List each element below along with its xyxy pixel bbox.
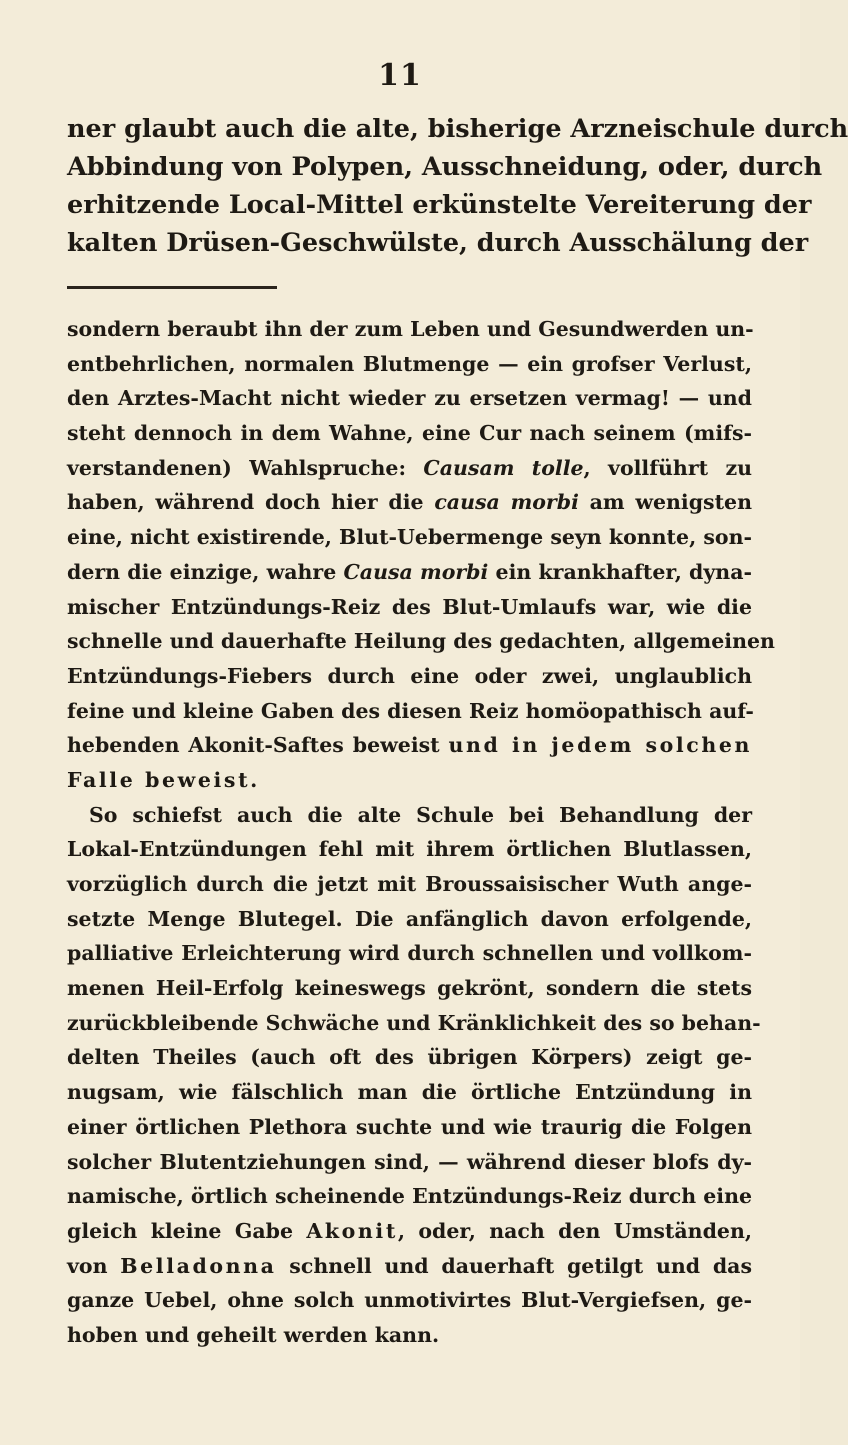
footnote-line: delten Theiles (auch oft des übrigen Körpers) zeigt ge- <box>67 1045 752 1070</box>
footnote-line: palliative Erleichterung wird durch schnellen und vollkom- <box>67 941 752 966</box>
text-line: ner glaubt auch die alte, bisherige Arzneischule durch <box>67 114 848 144</box>
footnote-line <box>67 1214 752 1249</box>
footnote-line: schnelle und dauerhafte Heilung des gedachten, allgemeinen <box>67 629 775 654</box>
spaced-emphasis: Akonit <box>306 1218 398 1243</box>
footnote-line: entbehrlichen, normalen Blutmenge — ein grofser Verlust, <box>67 351 752 376</box>
footnote-text-run: ein krankhafter, dyna- <box>488 559 752 584</box>
footnote-line: Entzündungs-Fiebers durch eine oder zwei, unglaublich <box>67 663 752 688</box>
footnote-text-run: verstandenen) Wahlspruche: <box>67 455 424 480</box>
text-line: kalten Drüsen-Geschwülste, durch Ausschälung der <box>67 228 809 258</box>
footnote-line <box>67 763 752 798</box>
footnote-line: ganze Uebel, ohne solch unmotivirtes Blut-Vergiefsen, ge- <box>67 1288 752 1313</box>
footnote-line: sondern beraubt ihn der zum Leben und Gesundwerden un- <box>67 317 754 341</box>
latin-phrase: Causam tolle <box>423 455 584 480</box>
footnote-line: steht dennoch in dem Wahne, eine Cur nach seinem (mifs- <box>67 421 752 446</box>
footnote-text-run: , oder, nach den Umständen, <box>397 1218 752 1243</box>
footnote-line: feine und kleine Gaben des diesen Reiz homöopathisch auf- <box>67 698 754 723</box>
footnote-line: menen Heil-Erfolg keineswegs gekrönt, sondern die stets <box>67 976 752 1001</box>
footnote-text-run: haben, während doch hier die <box>67 490 435 515</box>
footnote-line <box>67 451 752 486</box>
footnote-line <box>67 728 752 763</box>
footnote-text-run: von <box>67 1253 121 1278</box>
footnote-text <box>67 312 775 1353</box>
footnote-line: mischer Entzündungs-Reiz des Blut-Umlaufs war, wie die <box>67 594 752 619</box>
main-text <box>67 110 848 262</box>
footnote-line: So schiefst auch die alte Schule bei Behandlung der <box>89 802 752 827</box>
footnote-line: hoben und geheilt werden kann. <box>67 1322 440 1347</box>
spaced-emphasis: Falle beweist. <box>67 767 260 792</box>
footnote-text-run: am wenigsten <box>578 490 752 515</box>
footnote-line: solcher Blutentziehungen sind, — während dieser blofs dy- <box>67 1149 752 1174</box>
footnote-text-run: dern die einzige, wahre <box>67 559 344 584</box>
footnote-text-run: schnell und dauerhaft getilgt und das <box>276 1253 752 1278</box>
footnote-line: den Arztes-Macht nicht wieder zu ersetzen vermag! — und <box>67 386 752 411</box>
footnote-line: setzte Menge Blutegel. Die anfänglich davon erfolgende, <box>67 906 752 931</box>
footnote-line: namische, örtlich scheinende Entzündungs-Reiz durch eine <box>67 1184 753 1209</box>
footnote-line: nugsam, wie fälschlich man die örtliche Entzündung in <box>67 1080 752 1105</box>
spaced-emphasis: und in jedem solchen <box>448 733 752 758</box>
footnote-line: vorzüglich durch die jetzt mit Broussaisischer Wuth ange- <box>67 872 752 896</box>
text-line: erhitzende Local-Mittel erkünstelte Vereiterung der <box>67 190 812 220</box>
footnote-line: eine, nicht existirende, Blut-Uebermenge seyn konnte, son- <box>67 525 752 550</box>
footnote-text-run: , vollführt zu <box>583 455 753 480</box>
latin-phrase: causa morbi <box>434 490 579 515</box>
page-number: 11 <box>378 58 422 93</box>
spaced-emphasis: Belladonna <box>120 1253 277 1278</box>
footnote-text-run: gleich kleine Gabe <box>67 1218 307 1243</box>
footnote-line <box>67 1249 752 1284</box>
footnote-line <box>67 485 752 520</box>
footnote-line <box>67 555 752 590</box>
text-line: Abbindung von Polypen, Ausschneidung, oder, durch <box>67 152 823 182</box>
footnote-text-run: hebenden Akonit-Saftes beweist <box>67 733 449 758</box>
footnote-separator <box>67 286 277 289</box>
footnote-line: einer örtlichen Plethora suchte und wie traurig die Folgen <box>67 1114 752 1139</box>
footnote-line: zurückbleibende Schwäche und Kränklichkeit des so behan- <box>67 1010 761 1035</box>
footnote-line: Lokal-Entzündungen fehl mit ihrem örtlichen Blutlassen, <box>67 837 752 862</box>
latin-phrase: Causa morbi <box>343 559 489 584</box>
